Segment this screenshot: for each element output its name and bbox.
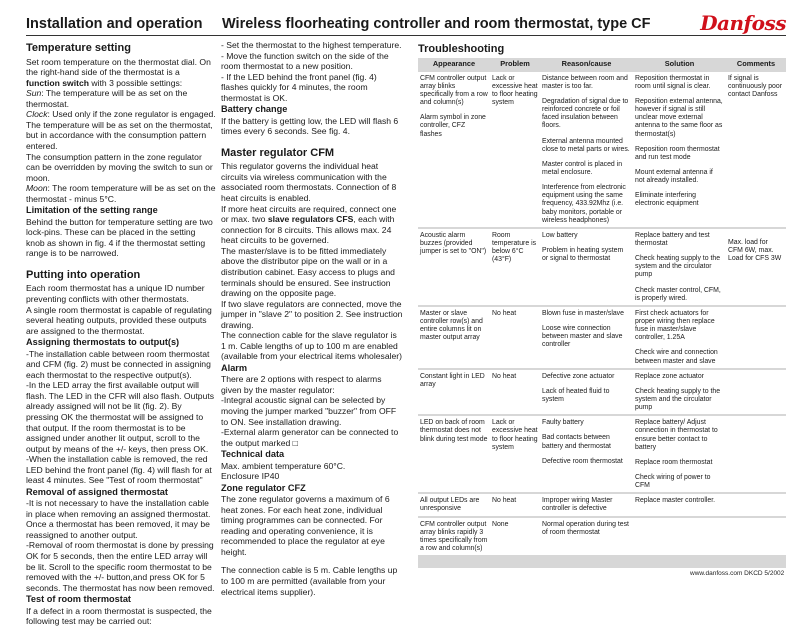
cell-comments xyxy=(726,229,786,307)
cell-text: CFM controller output array blinks rapidly 3 times specifically from a row and column(s) xyxy=(420,520,488,552)
cell-text: Faulty battery xyxy=(542,419,584,427)
cell-text: Degradation of signal due to reinforced concrete or foil faced insulation between floors. xyxy=(542,98,629,130)
cell-text: Defective room thermostat xyxy=(542,457,623,465)
paragraph: Max. ambient temperature 60°C. xyxy=(221,460,346,471)
heading-removal: Removal of assigned thermostat xyxy=(26,486,168,497)
cell-comments xyxy=(726,518,786,558)
cell-reason xyxy=(540,370,633,417)
cell-text: Bad contacts between battery and thermostat xyxy=(542,434,611,450)
cell-comments xyxy=(726,307,786,370)
paragraph: Enclosure IP40 xyxy=(221,471,280,482)
cell-solution xyxy=(633,370,726,417)
cell-problem xyxy=(490,72,540,229)
table-row xyxy=(418,229,786,307)
cell-text: Replace room thermostat xyxy=(635,458,713,466)
cell-text: No heat xyxy=(492,372,517,380)
table-row xyxy=(418,494,786,517)
cell-reason xyxy=(540,307,633,370)
cell-reason xyxy=(540,72,633,229)
paragraph: Behind the button for temperature setting are two lock-pins. These can be placed in the setting knob as shown in fig. 4 if the thermostat setting range is to be narrowed. xyxy=(26,216,213,259)
cell-text: Eliminate interfering electronic equipment xyxy=(635,192,699,208)
cell-text: Alarm symbol in zone controller, CFZ flashes xyxy=(420,114,486,138)
paragraph: The connection cable is 5 m. Cable lengths up to 100 m are permitted (available from your electrical items supplier). xyxy=(221,565,398,597)
cell-text: Master control is placed in metal enclosure. xyxy=(542,160,623,176)
cell-text: If signal is continuously poor contact Danfoss xyxy=(728,74,783,99)
cell-solution xyxy=(633,72,726,229)
heading-alarm: Alarm xyxy=(221,363,248,374)
troubleshooting-table xyxy=(418,58,786,557)
paragraph: -Integral acoustic signal can be selected by moving the jumper marked "buzzer" from OFF to ON. See installation drawing. xyxy=(221,395,397,427)
cell-text: Reposition external antenna, however if signal is still unclear move external antenna to the same floor as thermostat(s) xyxy=(635,98,723,138)
cell-problem xyxy=(490,494,540,517)
heading-putting-into-operation: Putting into operation xyxy=(26,268,141,281)
paragraph: -It is not necessary to have the installation cable in place when removing an assigned thermostat. Once a thermostat has been removed, it may be reassigned to another output. xyxy=(26,498,211,540)
paragraph: The zone regulator governs a maximum of 6 heat zones. For each heat zone, individual timing programmes can be connected. For reading and operating convenience, it is recommended to place the regulator at eye height. xyxy=(221,494,390,557)
alarm-output-icon: □ xyxy=(292,437,298,448)
table-row xyxy=(418,416,786,494)
cell-text: No heat xyxy=(492,309,517,317)
cell-appearance xyxy=(418,370,490,417)
table-header-row xyxy=(418,58,786,72)
cell-text: Reposition thermostat in room until signal is clear. xyxy=(635,74,711,90)
column-header: Appearance xyxy=(418,58,490,72)
cell-text: Low battery xyxy=(542,231,578,239)
column-header: Problem xyxy=(490,58,540,72)
page-header xyxy=(26,11,786,36)
cell-text: External antenna mounted close to metal parts or wires. xyxy=(542,137,630,153)
cell-text: Replace battery and test thermostat xyxy=(635,231,710,247)
cell-problem xyxy=(490,307,540,370)
paragraph: -When the installation cable is removed, the red LED behind the front panel (fig. 4) will flash for at least 4 minutes. See "Test of room thermostat" xyxy=(26,454,212,486)
cell-appearance xyxy=(418,494,490,517)
document-title: Wireless floorheating controller and room thermostat, type CF xyxy=(222,16,651,32)
table-row xyxy=(418,72,786,229)
cell-text: Blown fuse in master/slave xyxy=(542,309,624,317)
cell-text: Check wiring of power to CFM xyxy=(635,473,711,490)
column-2 xyxy=(221,40,403,597)
cell-appearance xyxy=(418,307,490,370)
cell-text: Constant light in LED array xyxy=(420,372,485,388)
paragraph: The master/slave is to be fitted immediately above the distributor pipe on the wall or in a distribution cabinet. Easy access to plugs and terminals should be ensured. See instruction drawing on the opposite page. xyxy=(221,245,395,299)
cell-text: Defective zone actuator xyxy=(542,372,615,380)
cell-text: Replace zone actuator xyxy=(635,372,704,380)
cell-comments xyxy=(726,416,786,494)
paragraph: This regulator governs the individual heat circuits via wireless communication with the associated room thermostats. Connection of 8 heat circuits is enabled. xyxy=(221,161,397,204)
cell-problem xyxy=(490,370,540,417)
cell-text: First check actuators for proper wiring then replace fuse in master/slave controller, 1.25A xyxy=(635,309,715,342)
heading-master-regulator: Master regulator CFM xyxy=(221,146,335,159)
paragraph: -External alarm generator can be connected to the output marked □ xyxy=(221,427,399,448)
paragraph: -The installation cable between room thermostat and CFM (fig. 2) must be connected in assigning each thermostat to the respective output(s). xyxy=(26,348,211,380)
cell-reason xyxy=(540,416,633,494)
cell-text: Check master control, CFM, is properly wired. xyxy=(635,286,721,302)
paragraph: The connection cable for the slave regulator is 1 m. Cable lengths of up to 100 m are enabled (available from your electrical items wholesaler) xyxy=(221,330,403,362)
paragraph: -Removal of room thermostat is done by pressing OK for 5 seconds, then the entire LED array will be lit. Scroll to the specific room thermostat to be removed with the +/- button,and press OK for 5 seconds. The thermostat has now been removed. xyxy=(26,540,215,593)
cell-text: Lack or excessive heat to floor heating system xyxy=(492,74,538,107)
cell-text: Loose wire connection between master and slave controller xyxy=(542,324,623,349)
cell-text: Interference from electronic equipment using the same frequency, 433.92Mhz (i.e. baby monitors, portable or wireless headphones) xyxy=(542,184,626,224)
section-title: Installation and operation xyxy=(26,16,203,32)
heading-assigning: Assigning thermostats to output(s) xyxy=(26,337,180,348)
footer: www.danfoss.com DKCD 5/2002 xyxy=(690,570,785,577)
paragraph: Each room thermostat has a unique ID number preventing conflicts with other thermostats. xyxy=(26,283,205,305)
paragraph: -In the LED array the first available output will flash. The LED in the CFR will also flash. Outputs already assigned will not be lit (fig. 2). By pressing OK the thermostat will be assigned to that output. If the room thermostat is to be assigned under another lit output, scroll to the output by means of the +/- keys, then press OK. xyxy=(26,380,215,454)
cell-text: Max. load for CFM 6W, max. Load for CFS 3W xyxy=(728,238,782,263)
cell-comments xyxy=(726,370,786,417)
danfoss-logo: Danfoss xyxy=(700,11,786,35)
cell-solution xyxy=(633,307,726,370)
cell-text: CFM controller output array blinks specifically from a row and column(s) xyxy=(420,74,488,107)
cell-text: Lack of heated fluid to system xyxy=(542,387,610,403)
cell-text: All output LEDs are unresponsive xyxy=(420,497,480,513)
cell-appearance xyxy=(418,416,490,494)
cell-text: Problem in heating system or signal to thermostat xyxy=(542,246,624,263)
paragraph: Moon: The room temperature will be as set on the thermostat - minus 5°C. xyxy=(26,183,216,204)
heading-battery-change: Battery change xyxy=(221,104,288,115)
cell-text: No heat xyxy=(492,497,517,505)
paragraph: If the battery is getting low, the LED will flash 6 times every 6 seconds. See fig. 4. xyxy=(221,115,399,137)
table-row xyxy=(418,307,786,370)
cell-problem xyxy=(490,518,540,558)
cell-text: LED on back of room thermostat does not blink during test mode xyxy=(420,419,488,443)
cell-solution xyxy=(633,229,726,307)
cell-text: Reposition room thermostat and run test mode xyxy=(635,145,720,161)
cell-solution xyxy=(633,416,726,494)
cell-problem xyxy=(490,229,540,307)
column-header: Reason/cause xyxy=(540,58,633,72)
cell-text: Replace master controller. xyxy=(635,497,716,505)
cell-reason xyxy=(540,518,633,558)
cell-text: Master or slave controller row(s) and entire columns lit on master output array xyxy=(420,309,483,342)
cell-appearance xyxy=(418,518,490,558)
table-row xyxy=(418,370,786,417)
paragraph: If a defect in a room thermostat is suspected, the following test may be carried out: xyxy=(26,605,212,627)
paragraph: - Set the thermostat to the highest temperature. xyxy=(221,40,402,50)
paragraph: - Move the function switch on the side of the room thermostat to a new position. xyxy=(221,50,389,72)
cell-text: Check heating supply to the system and the circulator pump xyxy=(635,387,721,412)
cell-text: Check heating supply to the system and the circulator pump xyxy=(635,255,721,279)
heading-limitation: Limitation of the setting range xyxy=(26,205,158,216)
cell-reason xyxy=(540,494,633,517)
troubleshooting-title: Troubleshooting xyxy=(418,43,505,55)
cell-text: Normal operation during test of room thermostat xyxy=(542,520,629,536)
cell-text: Check wire and connection between master and slave xyxy=(635,349,718,365)
paragraph: - If the LED behind the front panel (fig. 4) flashes quickly for 4 minutes, the room thermostat is OK. xyxy=(221,71,377,103)
cell-appearance xyxy=(418,229,490,307)
cell-text: Acoustic alarm buzzes (provided jumper is set to "ON") xyxy=(420,231,487,256)
paragraph: Set room temperature on the thermostat dial. On the right-hand side of the thermostat is a function switch with 3 possible settings: xyxy=(26,56,211,88)
paragraph: Clock: Used only if the zone regulator is engaged. The temperature will be as set on the thermostat, but in accordance with the consumption pattern entered. xyxy=(26,109,216,152)
heading-technical-data: Technical data xyxy=(221,449,285,460)
column-header: Comments xyxy=(726,58,786,72)
cell-text: Mount external antenna if not already installed. xyxy=(635,169,713,185)
cell-text: Improper wiring Master controller is defective xyxy=(542,497,613,513)
column-1 xyxy=(26,40,216,627)
cell-comments xyxy=(726,494,786,517)
column-header: Solution xyxy=(633,58,726,72)
heading-temperature-setting: Temperature setting xyxy=(26,42,131,54)
heading-test: Test of room thermostat xyxy=(26,594,131,605)
table-row xyxy=(418,518,786,558)
cell-solution xyxy=(633,518,726,558)
paragraph: If more heat circuits are required, connect one or max. two slave regulators CFS, each with connection for 8 circuits. This allows max. 24 heat circuits to be governed. xyxy=(221,203,397,246)
cell-problem xyxy=(490,416,540,494)
cell-text: Distance between room and master is too far. xyxy=(542,74,628,90)
paragraph: A single room thermostat is capable of regulating several heating outputs, provided these outputs are assigned to the thermostat. xyxy=(26,304,212,336)
cell-comments xyxy=(726,72,786,229)
cell-appearance xyxy=(418,72,490,229)
paragraph: The consumption pattern in the zone regulator can be overridden by moving the switch to sun or moon. xyxy=(26,151,213,183)
cell-solution xyxy=(633,494,726,517)
heading-zone-regulator: Zone regulator CFZ xyxy=(221,482,306,493)
cell-text: None xyxy=(492,520,509,528)
paragraph: If two slave regulators are connected, move the jumper in "slave 2" to position 2. See instruction drawing. xyxy=(221,298,403,330)
paragraph: Sun: The temperature will be as set on the thermostat. xyxy=(26,88,188,109)
cell-text: Lack or excessive heat to floor heating system xyxy=(492,419,538,451)
paragraph: There are 2 options with respect to alarms given by the master regulator: xyxy=(221,374,382,395)
cell-text: Room temperature is below 6°C (43°F) xyxy=(492,231,537,264)
cell-reason xyxy=(540,229,633,307)
cell-text: Replace battery/ Adjust connection in thermostat to ensure better contact to battery xyxy=(635,419,718,451)
